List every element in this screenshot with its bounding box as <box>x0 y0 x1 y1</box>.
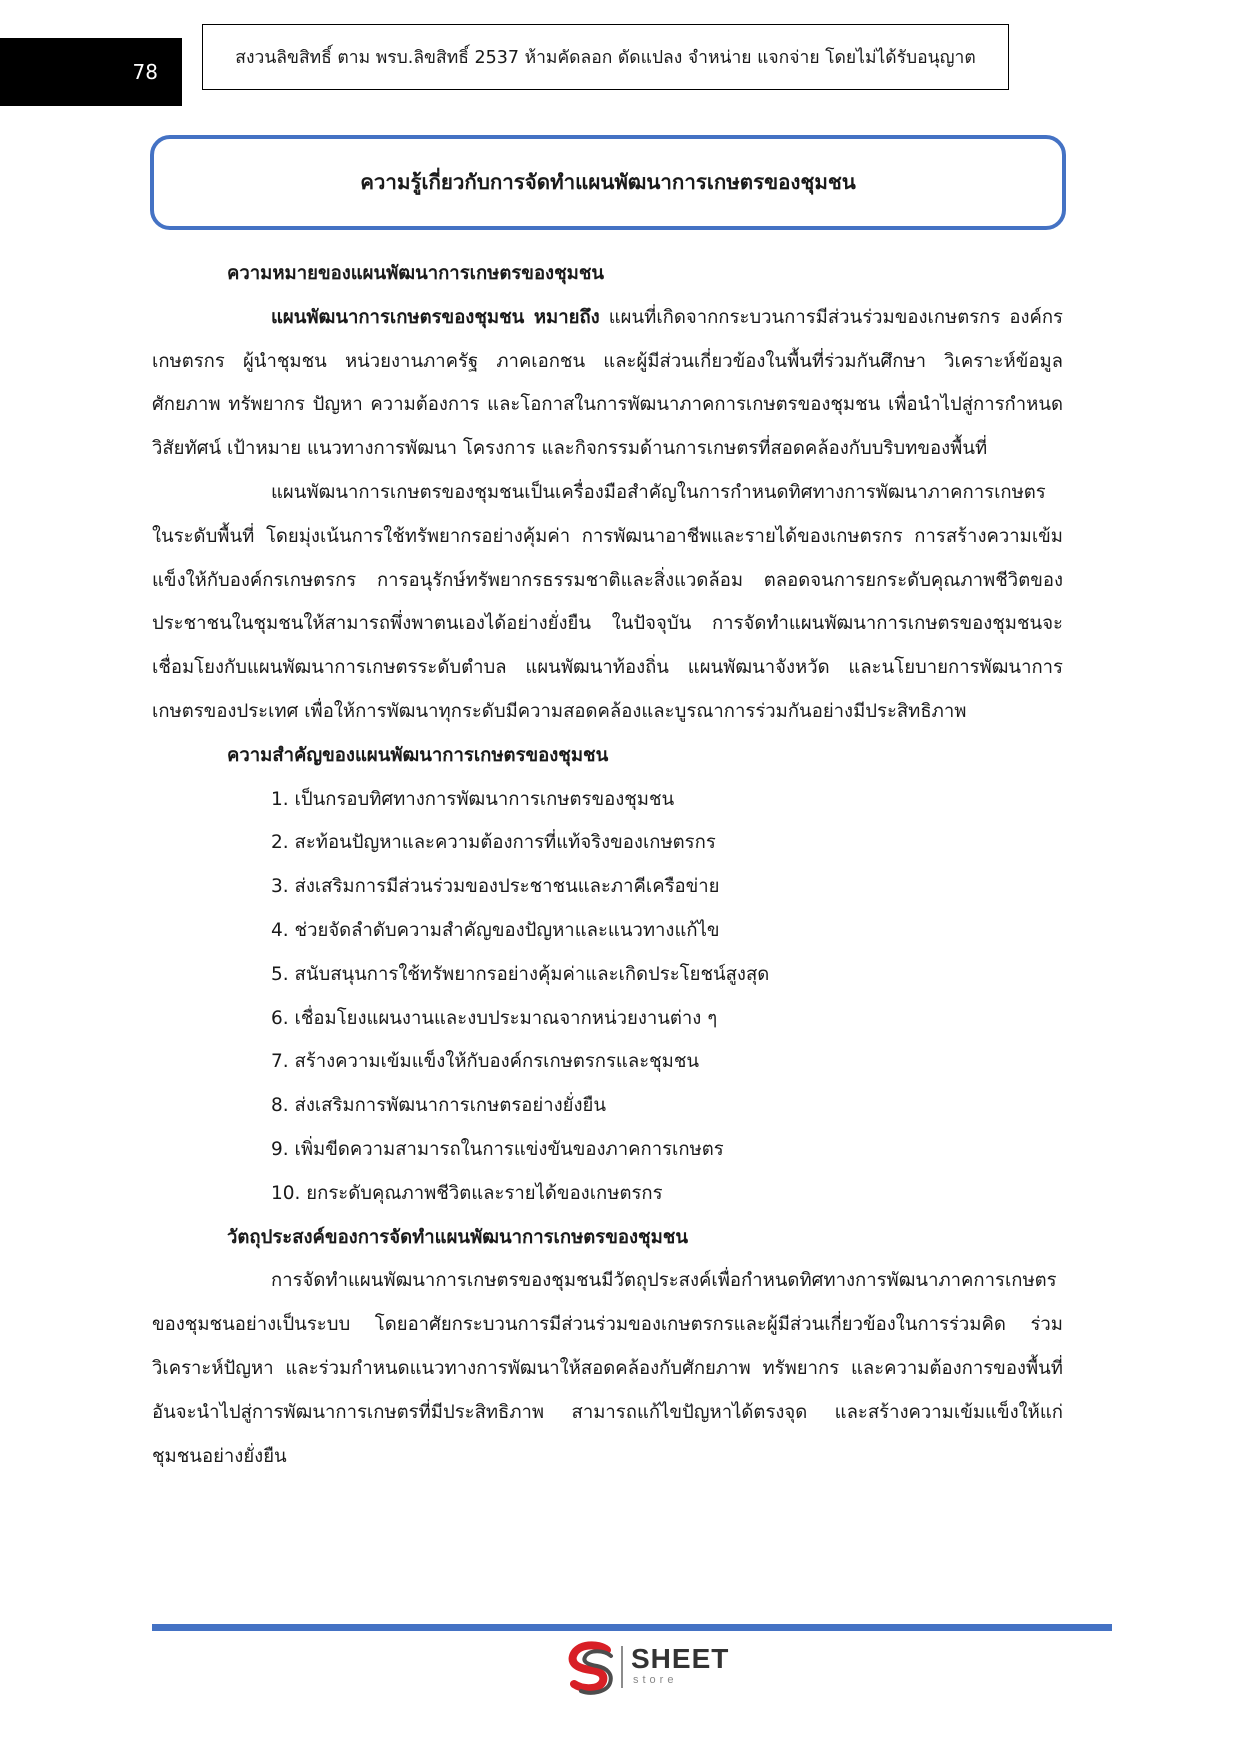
page-title-box <box>150 135 1066 230</box>
footer-divider <box>152 1624 1112 1631</box>
logo-wordmark: SHEET <box>631 1643 730 1674</box>
section-heading-meaning: ความหมายของแผนพัฒนาการเกษตรของชุมชน <box>227 263 605 284</box>
list-item: 5. สนับสนุนการใช้ทรัพยากรอย่างคุ้มค่าและเกิดประโยชน์สูงสุด <box>271 963 770 985</box>
meaning-paragraph-1 <box>152 296 1063 471</box>
page-number: 78 <box>0 38 182 106</box>
list-item: 6. เชื่อมโยงแผนงานและงบประมาณจากหน่วยงานต่าง ๆ <box>271 1007 718 1029</box>
sheet-store-logo <box>563 1638 743 1698</box>
list-item: 4. ช่วยจัดลำดับความสำคัญของปัญหาและแนวทางแก้ไข <box>271 919 720 941</box>
section-heading-objectives: วัตถุประสงค์ของการจัดทำแผนพัฒนาการเกษตรของชุมชน <box>227 1226 688 1248</box>
list-item: 10. ยกระดับคุณภาพชีวิตและรายได้ของเกษตรกร <box>271 1182 663 1204</box>
list-item: 1. เป็นกรอบทิศทางการพัฒนาการเกษตรของชุมชน <box>271 788 675 810</box>
list-item: 3. ส่งเสริมการมีส่วนร่วมของประชาชนและภาคีเครือข่าย <box>271 876 720 898</box>
list-item: 9. เพิ่มขีดความสามารถในการแข่งขันของภาคการเกษตร <box>271 1138 724 1160</box>
copyright-notice: สงวนลิขสิทธิ์ ตาม พรบ.ลิขสิทธิ์ 2537 ห้ามคัดลอก ดัดแปลง จำหน่าย แจกจ่าย โดยไม่ได้รับอนุญาต <box>202 24 1009 90</box>
list-item: 8. ส่งเสริมการพัฒนาการเกษตรอย่างยั่งยืน <box>271 1095 606 1117</box>
meaning-paragraph-2: แผนพัฒนาการเกษตรของชุมชนเป็นเครื่องมือสำคัญในการกำหนดทิศทางการพัฒนาภาคการเกษตรในระดับพื้นที่ โดยมุ่งเน้นการใช้ทรัพยากรอย่างคุ้มค่า การพัฒนาอาชีพและรายได้ของเกษตรกร การสร้างความเข้มแข็งให้กับองค์กรเกษตรกร การอนุรักษ์ทรัพยากรธรรมชาติและสิ่งแวดล้อม ตลอดจนการยกระดับคุณภาพชีวิตของประชาชนในชุมชนให้สามารถพึ่งพาตนเองได้อย่างยั่งยืน ในปัจจุบัน การจัดทำแผนพัฒนาการเกษตรของชุมชนจะเชื่อมโยงกับแผนพัฒนาการเกษตรระดับตำบล แผนพัฒนาท้องถิ่น แผนพัฒนาจังหวัด และนโยบายการพัฒนาการเกษตรของประเทศ เพื่อให้การพัฒนาทุกระดับมีความสอดคล้องและบูรณาการร่วมกันอย่างมีประสิทธิภาพ <box>152 481 1063 722</box>
page-title: ความรู้เกี่ยวกับการจัดทำแผนพัฒนาการเกษตรของชุมชน <box>360 170 856 194</box>
objectives-paragraph: การจัดทำแผนพัฒนาการเกษตรของชุมชนมีวัตถุประสงค์เพื่อกำหนดทิศทางการพัฒนาภาคการเกษตรของชุมชนอย่างเป็นระบบ โดยอาศัยกระบวนการมีส่วนร่วมของเกษตรกรและผู้มีส่วนเกี่ยวข้องในการร่วมคิด ร่วมวิเคราะห์ปัญหา และร่วมกำหนดแนวทางการพัฒนาให้สอดคล้องกับศักยภาพ ทรัพยากร และความต้องการของพื้นที่ อันจะนำไปสู่การพัฒนาการเกษตรที่มีประสิทธิภาพ สามารถแก้ไขปัญหาได้ตรงจุด และสร้างความเข้มแข็งให้แก่ชุมชนอย่างยั่งยืน <box>152 1270 1063 1467</box>
logo-subtext: store <box>633 1674 678 1686</box>
document-body <box>152 252 1063 1478</box>
section-heading-importance: ความสำคัญของแผนพัฒนาการเกษตรของชุมชน <box>227 744 609 766</box>
logo-separator <box>621 1646 623 1688</box>
sheet-store-s-logo-icon <box>563 1640 619 1696</box>
meaning-definition: แผนที่เกิดจากกระบวนการมีส่วนร่วมของเกษตรกร องค์กรเกษตรกร ผู้นำชุมชน หน่วยงานภาครัฐ ภาคเอกชน และผู้มีส่วนเกี่ยวข้องในพื้นที่ร่วมกันศึกษา วิเคราะห์ข้อมูล ศักยภาพ ทรัพยากร ปัญหา ความต้องการ และโอกาสในการพัฒนาภาคการเกษตรของชุมชน เพื่อนำไปสู่การกำหนดวิสัยทัศน์ เป้าหมาย แนวทางการพัฒนา โครงการ และกิจกรรมด้านการเกษตรที่สอดคล้องกับบริบทของพื้นที่ <box>152 306 1063 460</box>
meaning-term: แผนพัฒนาการเกษตรของชุมชน หมายถึง <box>271 306 600 328</box>
list-item: 2. สะท้อนปัญหาและความต้องการที่แท้จริงของเกษตรกร <box>271 832 716 854</box>
list-item: 7. สร้างความเข้มแข็งให้กับองค์กรเกษตรกรและชุมชน <box>271 1051 700 1073</box>
